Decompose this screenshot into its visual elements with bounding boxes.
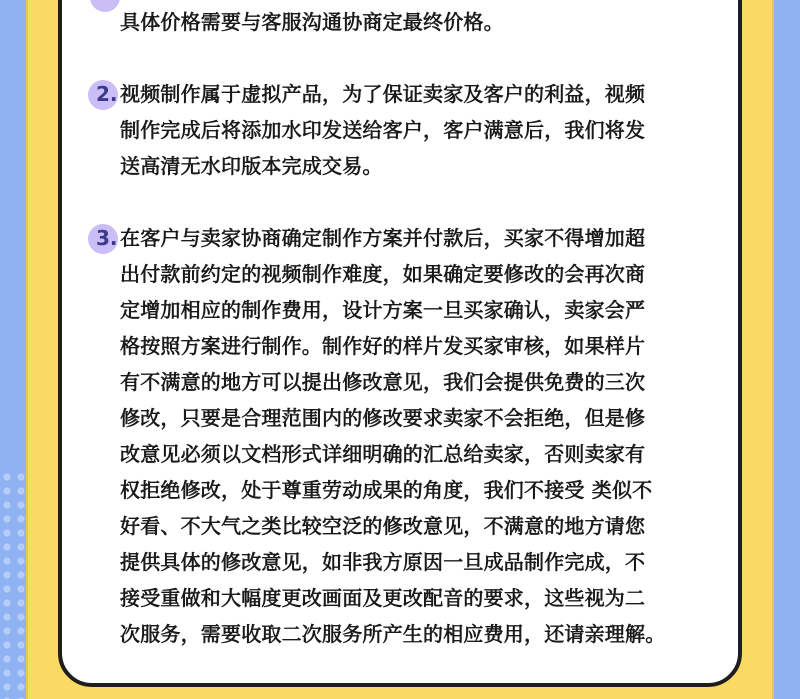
term-line: 送高清无水印版本完成交易。 [120,154,383,178]
term-line: 定增加相应的制作费用，设计方案一旦买家确认，卖家会严 [120,298,646,322]
term-item-2-text [120,76,710,184]
term-line: 改意见必须以文档形式详细明确的汇总给卖家，否则卖家有 [120,442,646,466]
term-number: 3. [96,226,118,250]
term-line: 视频制作属于虚拟产品，为了保证卖家及客户的利益，视频 [120,82,646,106]
term-item-3-text [120,220,710,652]
term-line: 好看、不大气之类比较空泛的修改意见，不满意的地方请您 [120,514,646,538]
term-line: 格按照方案进行制作。制作好的样片发买家审核，如果样片 [120,334,646,358]
term-line: 修改，只要是合理范围内的修改要求卖家不会拒绝，但是修 [120,406,646,430]
term-number: 2. [96,82,118,106]
term-line: 出付款前约定的视频制作难度，如果确定要修改的会再次商 [120,262,646,286]
term-line: 在客户与卖家协商确定制作方案并付款后，买家不得增加超 [120,226,646,250]
term-line: 有不满意的地方可以提出修改意见，我们会提供免费的三次 [120,370,646,394]
term-line: 次服务，需要收取二次服务所产生的相应费用，还请亲理解。 [120,622,666,646]
term-line: 具体价格需要与客服沟通协商定最终价格。 [120,10,504,34]
term-line: 权拒绝修改，处于尊重劳动成果的角度，我们不接受 类似不 [120,478,653,502]
term-line: 提供具体的修改意见，如非我方原因一旦成品制作完成，不 [120,550,646,574]
term-line: 接受重做和大幅度更改画面及更改配音的要求，这些视为二 [120,586,646,610]
term-line: 制作完成后将添加水印发送给客户，客户满意后，我们将发 [120,118,646,142]
term-item-1-text [120,4,710,40]
